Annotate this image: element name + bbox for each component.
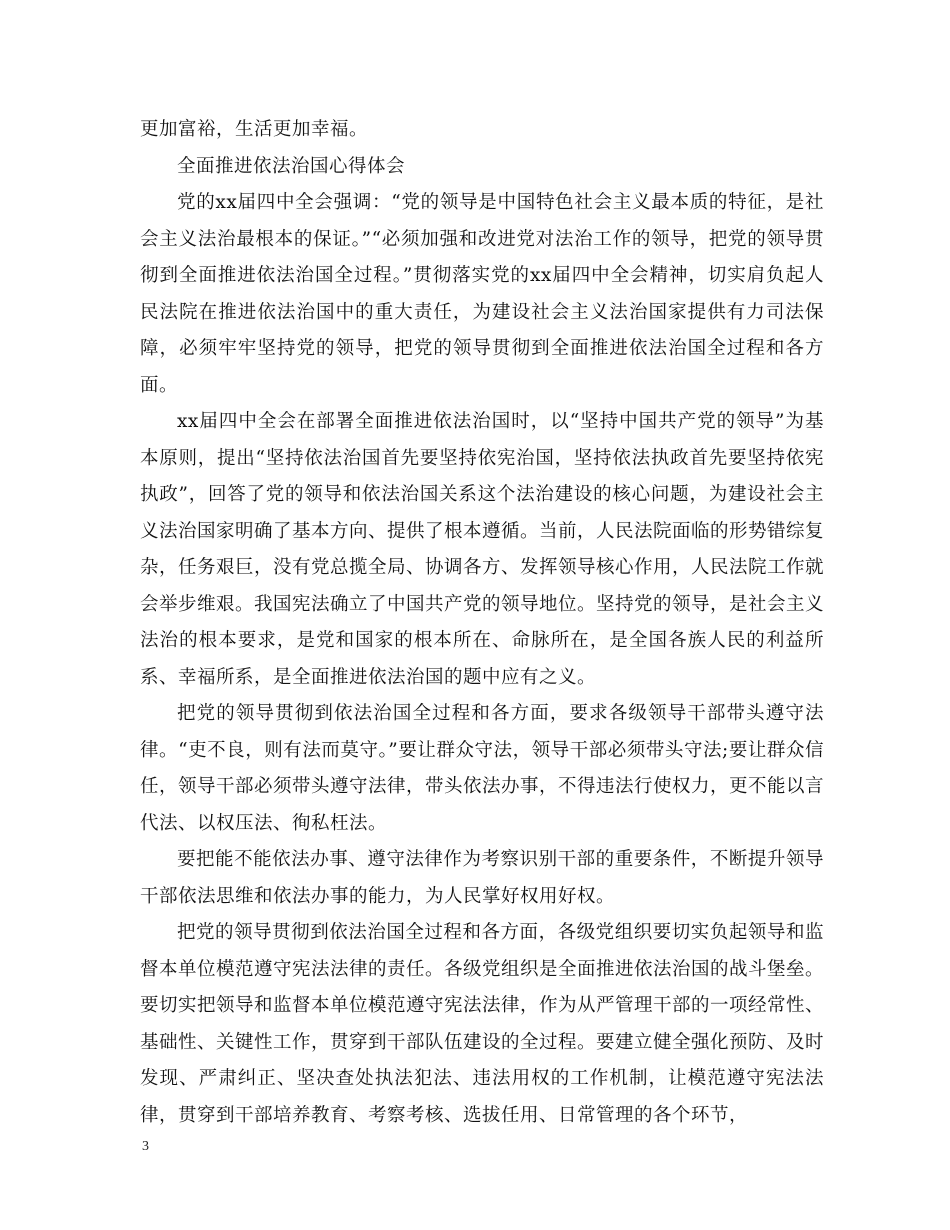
paragraph-1: 更加富裕，生活更加幸福。 xyxy=(140,119,369,140)
paragraph-7: 把党的领导贯彻到依法治国全过程和各方面，各级党组织要切实负起领导和监督本单位模范遵守宪法法律的责任。各级党组织是全面推进依法治国的战斗堡垒。要切实把领导和监督本单位模范遵守宪法法律，作为从严管理干部的一项经常性、基础性、关键性工作，贯穿到干部队伍建设的全过程。要建立健全强化预防、及时发现、严肃纠正、坚决查处执法犯法、违法用权的工作机制，让模范遵守宪法法律，贯穿到干部培养教育、考察考核、选拔任用、日常管理的各个环节， xyxy=(140,922,825,1126)
paragraph-6: 要把能不能依法办事、遵守法律作为考察识别干部的重要条件，不断提升领导干部依法思维和依法办事的能力，为人民掌好权用好权。 xyxy=(140,849,824,907)
document-body xyxy=(140,112,824,1134)
paragraph-3: 党的xx届四中全会强调：“党的领导是中国特色社会主义最本质的特征，是社会主义法治最根本的保证。”“必须加强和改进党对法治工作的领导，把党的领导贯彻到全面推进依法治国全过程。”贯彻落实党的xx届四中全会精神，切实肩负起人民法院在推进依法治国中的重大责任，为建设社会主义法治国家提供有力司法保障，必须牢牢坚持党的领导，把党的领导贯彻到全面推进依法治国全过程和各方面。 xyxy=(140,192,824,396)
paragraph-5: 把党的领导贯彻到依法治国全过程和各方面，要求各级领导干部带头遵守法律。“吏不良，则有法而莫守。”要让群众守法，领导干部必须带头守法;要让群众信任，领导干部必须带头遵守法律，带头依法办事，不得违法行使权力，更不能以言代法、以权压法、徇私枉法。 xyxy=(140,703,825,834)
paragraph-title: 全面推进依法治国心得体会 xyxy=(177,155,406,177)
paragraph-4: xx届四中全会在部署全面推进依法治国时，以“坚持中国共产党的领导”为基本原则，提出“坚持依法治国首先要坚持依宪治国，坚持依法执政首先要坚持依宪执政”，回答了党的领导和依法治国关系这个法治建设的核心问题，为建设社会主义法治国家明确了基本方向、提供了根本遵循。当前，人民法院面临的形势错综复杂，任务艰巨，没有党总揽全局、协调各方、发挥领导核心作用，人民法院工作就会举步维艰。我国宪法确立了中国共产党的领导地位。坚持党的领导，是社会主义法治的根本要求，是党和国家的根本所在、命脉所在，是全国各族人民的利益所系、幸福所系，是全面推进依法治国的题中应有之义。 xyxy=(140,411,825,688)
page-number: 3 xyxy=(142,1139,149,1154)
